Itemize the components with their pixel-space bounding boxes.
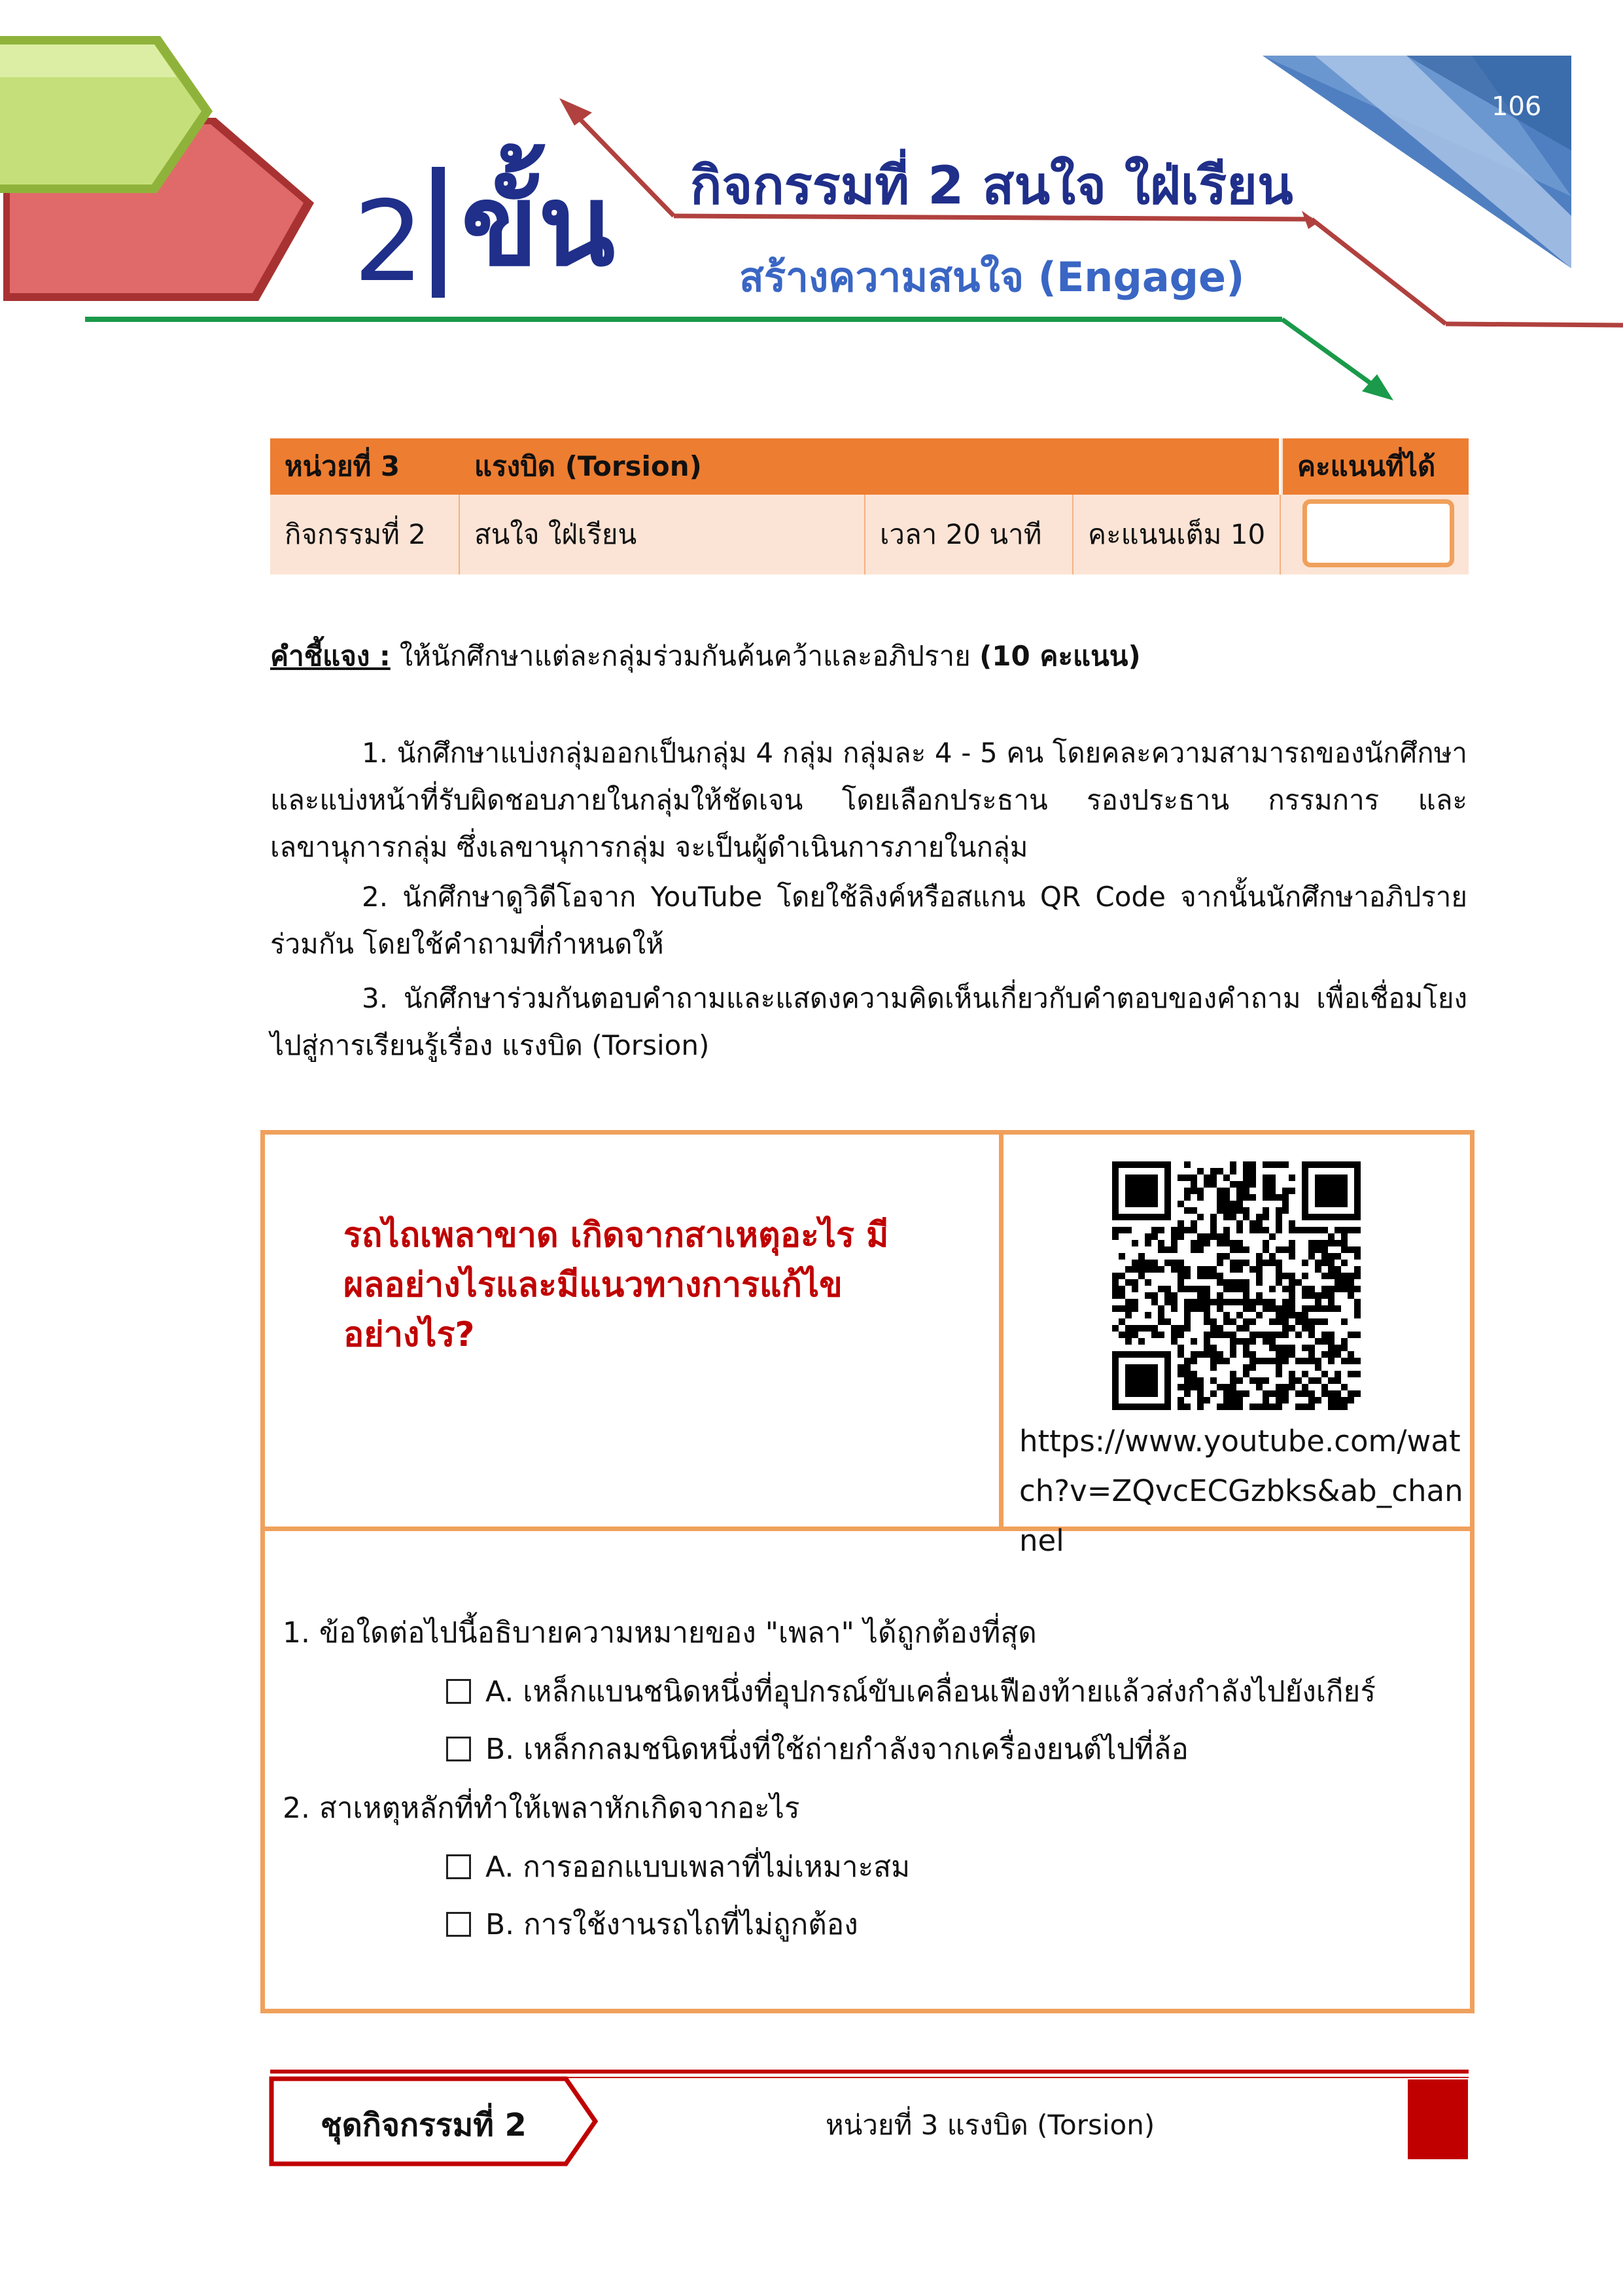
score-input[interactable]	[1302, 499, 1454, 567]
footer-rule	[270, 2070, 1469, 2074]
score-label-cell: คะแนนที่ได้	[1281, 438, 1469, 495]
activity-box-divider	[999, 1130, 1003, 1530]
question-2-option-b[interactable]	[446, 1901, 858, 1947]
instructions-text: ให้นักศึกษาแต่ละกลุ่มร่วมกันค้นคว้าและอภิปราย	[399, 640, 971, 672]
question-1-option-b[interactable]	[446, 1726, 1189, 1772]
footer-activity-set: ชุดกิจกรรมที่ 2	[321, 2107, 527, 2144]
green-baseline-arrow	[85, 319, 1393, 400]
question-2-option-a[interactable]	[446, 1844, 910, 1890]
page-number: 106	[1492, 92, 1542, 122]
option-label: B. การใช้งานรถไถที่ไม่ถูกต้อง	[485, 1908, 858, 1941]
option-label: A. เหล็กแบนชนิดหนึ่งที่อุปกรณ์ขับเคลื่อนเฟืองท้ายแล้วส่งกำลังไปยังเกียร์	[485, 1675, 1376, 1708]
footer-red-block	[1408, 2079, 1468, 2159]
step-number: 2	[353, 177, 425, 307]
checkbox-icon[interactable]	[446, 1912, 471, 1937]
arrow-head-up	[559, 98, 592, 126]
unit-label-cell: หน่วยที่ 3	[270, 438, 460, 495]
checkbox-icon[interactable]	[446, 1737, 471, 1761]
activity-subtitle: สร้างความสนใจ (Engage)	[739, 253, 1245, 301]
step-paragraph: 1. นักศึกษาแบ่งกลุ่มออกเป็นกลุ่ม 4 กลุ่ม กลุ่มละ 4 - 5 คน โดยคละความสามารถของนักศึกษา และแบ่งหน้าที่รับผิดชอบภายในกลุ่มให้ชัดเจน โดยเลือกประธาน รองประธาน กรรมการ และเลขานุการกลุ่ม ซึ่งเลขานุการกลุ่ม จะเป็นผู้ดำเนินการภายในกลุ่ม	[270, 737, 1467, 863]
unit-name-cell: แรงบิด (Torsion)	[460, 438, 1279, 495]
step-word: ขั้น	[461, 160, 616, 291]
step-divider	[432, 167, 445, 298]
question-1-option-a[interactable]	[446, 1669, 1376, 1714]
option-label: A. การออกแบบเพลาที่ไม่เหมาะสม	[485, 1850, 911, 1884]
option-label: B. เหล็กกลมชนิดหนึ่งที่ใช้ถ่ายกำลังจากเครื่องยนต์ไปที่ล้อ	[485, 1733, 1189, 1766]
activity-label-cell: กิจกรรมที่ 2	[270, 495, 460, 574]
info-table	[270, 438, 1469, 574]
instructions-points: (10 คะแนน)	[979, 640, 1141, 672]
qr-code-icon[interactable]	[1112, 1161, 1361, 1410]
video-url-link[interactable]: https://www.youtube.com/watch?v=ZQvcECGzbks&ab_channel	[1019, 1424, 1463, 1558]
instructions	[270, 635, 1141, 678]
checkbox-icon[interactable]	[446, 1854, 471, 1879]
question-2: 2. สาเหตุหลักที่ทำให้เพลาหักเกิดจากอะไร	[283, 1792, 800, 1825]
checkbox-icon[interactable]	[446, 1679, 471, 1704]
footer-unit-text: หน่วยที่ 3 แรงบิด (Torsion)	[826, 2109, 1155, 2141]
activity-title: กิจกรรมที่ 2 สนใจ ใฝ่เรียน	[690, 155, 1293, 216]
instructions-label: คำชี้แจง :	[270, 640, 391, 672]
discussion-question: รถไถเพลาขาด เกิดจากสาเหตุอะไร มีผลอย่างไรและมีแนวทางการแก้ไขอย่างไร?	[343, 1216, 889, 1354]
blue-corner-triangle	[1263, 56, 1571, 268]
question-1: 1. ข้อใดต่อไปนี้อธิบายความหมายของ "เพลา" ได้ถูกต้องที่สุด	[283, 1616, 1037, 1650]
step-paragraph: 3. นักศึกษาร่วมกันตอบคำถามและแสดงความคิดเห็นเกี่ยวกับคำตอบของคำถาม เพื่อเชื่อมโยงไปสู่การเรียนรู้เรื่อง แรงบิด (Torsion)	[270, 982, 1467, 1061]
activity-name-cell: สนใจ ใฝ่เรียน	[460, 495, 865, 574]
step-paragraph: 2. นักศึกษาดูวิดีโอจาก YouTube โดยใช้ลิงค์หรือสแกน QR Code จากนั้นนักศึกษาอภิปรายร่วมกัน โดยใช้คำถามที่กำหนดให้	[270, 881, 1467, 960]
full-score-cell: คะแนนเต็ม 10	[1073, 495, 1281, 574]
time-cell: เวลา 20 นาที	[865, 495, 1073, 574]
